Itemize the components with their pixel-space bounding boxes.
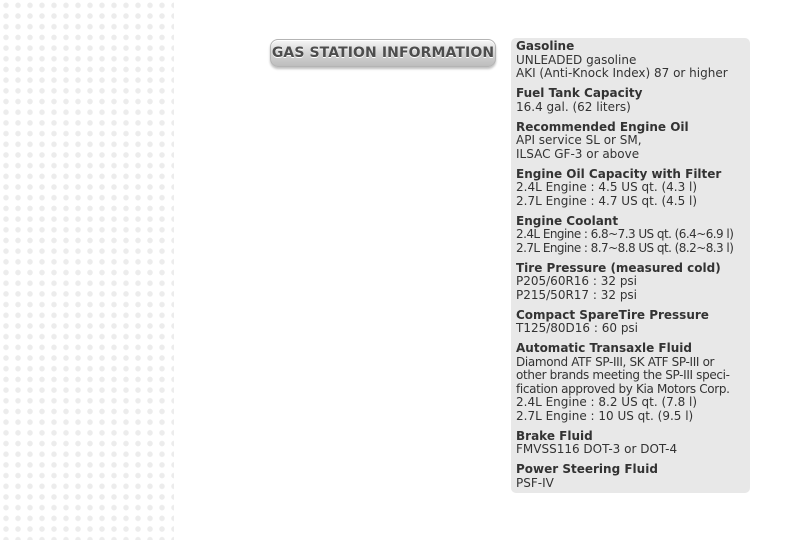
spec-title: Compact SpareTire Pressure (516, 307, 709, 322)
spec-title: Tire Pressure (measured cold) (516, 260, 721, 275)
spec-panel (511, 38, 750, 493)
spec-value: AKI (Anti-Knock Index) 87 or higher (516, 66, 728, 80)
spec-value: UNLEADED gasoline (516, 52, 637, 67)
spec-title: Power Steering Fluid (516, 462, 658, 476)
spec-value: 2.4L Engine : 8.2 US qt. (7.8 l) (516, 395, 698, 409)
spec-value: 2.7L Engine : 4.7 US qt. (4.5 l) (516, 193, 698, 208)
spec-value: 2.4L Engine : 4.5 US qt. (4.3 l) (516, 180, 698, 194)
spec-value: ILSAC GF-3 or above (516, 146, 640, 161)
spec-title: Fuel Tank Capacity (516, 86, 643, 100)
spec-value: PSF-IV (516, 475, 554, 490)
section-header (270, 39, 496, 69)
spec-automatic-transaxle-fluid (516, 342, 750, 423)
spec-value: P205/60R16 : 32 psi (516, 274, 638, 288)
spec-value: other brands meeting the SP-III speci- (516, 368, 730, 382)
spec-value: Diamond ATF SP-III, SK ATF SP-III or (516, 354, 715, 369)
spec-power-steering-fluid (516, 463, 750, 490)
spec-fuel-tank-capacity (516, 87, 750, 114)
spec-tire-pressure (516, 262, 750, 303)
spec-title: Engine Coolant (516, 213, 619, 228)
spec-value: API service SL or SM, (516, 133, 642, 147)
spec-gasoline (516, 40, 750, 81)
spec-compact-spare-tire-pressure (516, 309, 750, 336)
spec-brake-fluid (516, 430, 750, 457)
spec-value: P215/50R17 : 32 psi (516, 287, 638, 302)
spec-title: Brake Fluid (516, 428, 593, 443)
spec-value: 2.4L Engine : 6.8~7.3 US qt. (6.4~6.9 l) (516, 227, 734, 241)
spec-engine-oil-capacity (516, 168, 750, 209)
spec-value: fication approved by Kia Motors Corp. (516, 381, 730, 396)
dotted-margin-decoration (0, 0, 174, 540)
page-title: GAS STATION INFORMATION (271, 45, 495, 61)
spec-value: 2.7L Engine : 10 US qt. (9.5 l) (516, 408, 694, 423)
spec-value: 2.7L Engine : 8.7~8.8 US qt. (8.2~8.3 l) (516, 240, 734, 255)
spec-title: Engine Oil Capacity with Filter (516, 166, 722, 181)
spec-title: Recommended Engine Oil (516, 119, 689, 134)
spec-recommended-engine-oil (516, 121, 750, 162)
spec-title: Automatic Transaxle Fluid (516, 341, 692, 355)
spec-value: T125/80D16 : 60 psi (516, 321, 639, 335)
spec-title: Gasoline (516, 39, 575, 53)
spec-value: 16.4 gal. (62 liters) (516, 99, 631, 114)
spec-engine-coolant (516, 215, 750, 256)
spec-value: FMVSS116 DOT-3 or DOT-4 (516, 442, 678, 456)
